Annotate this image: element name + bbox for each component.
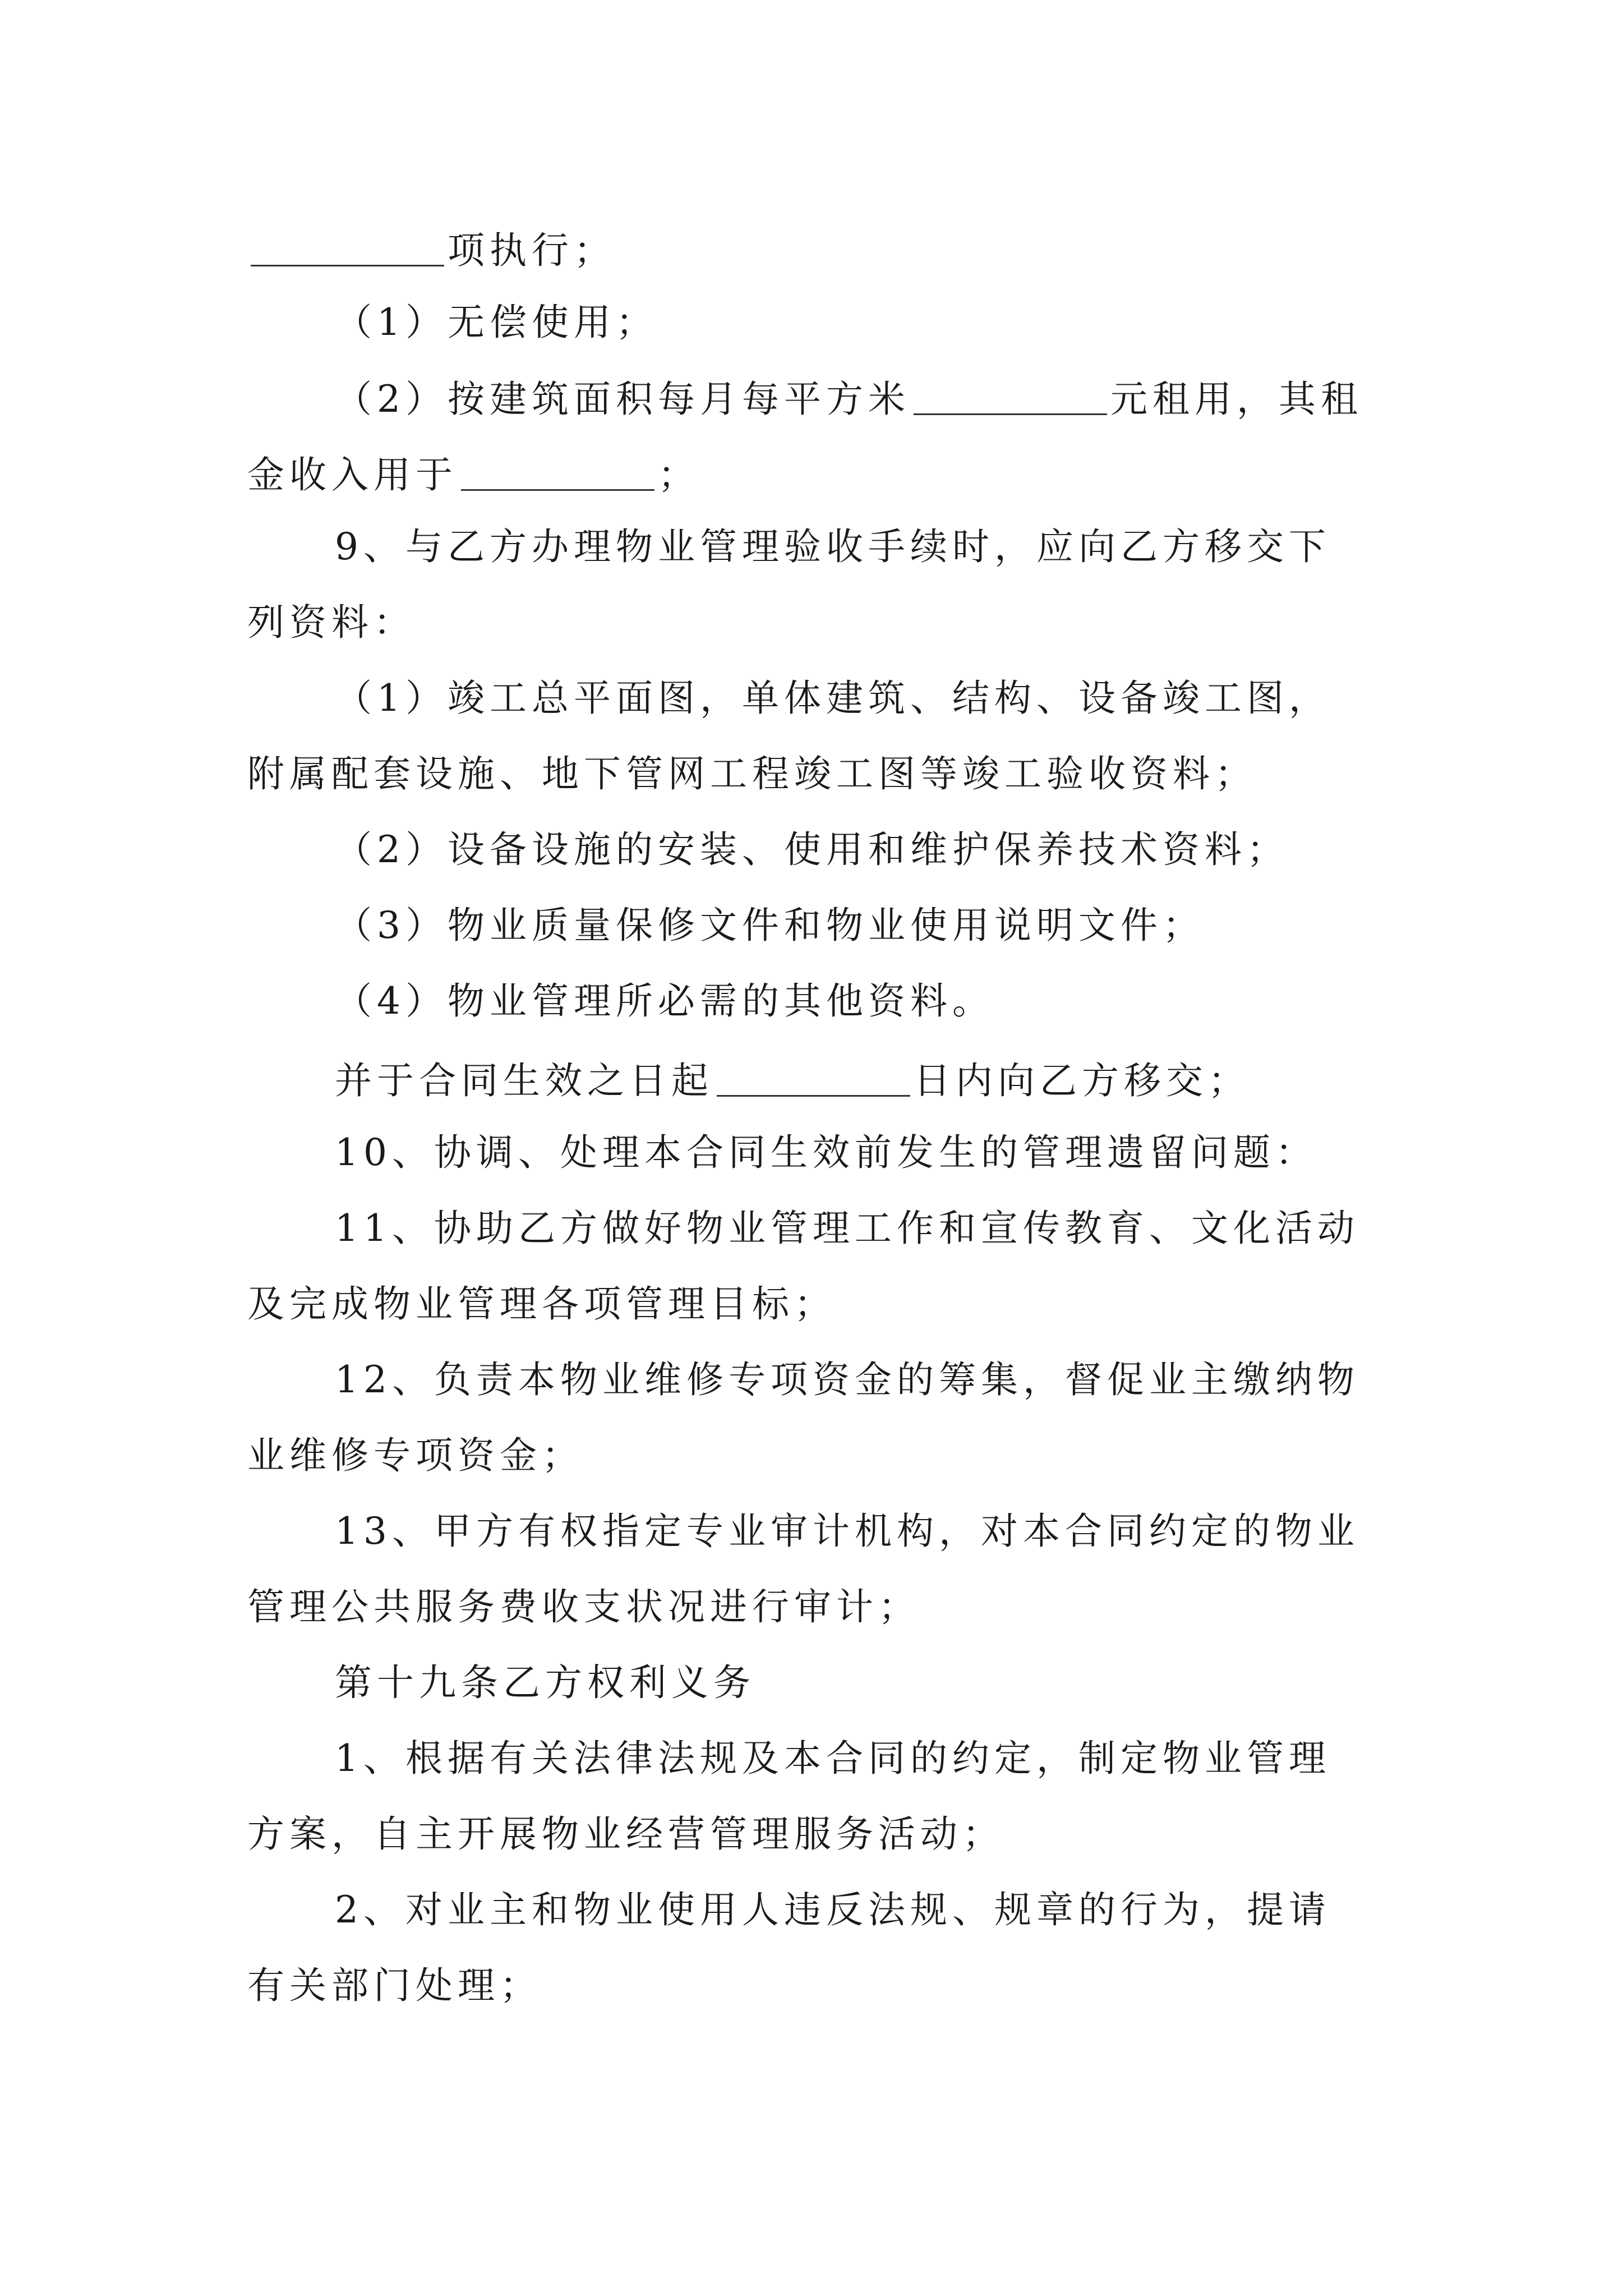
fill-in-blank [717, 1058, 910, 1097]
text-line: （1）无偿使用； [335, 301, 658, 344]
text-line: （4）物业管理所必需的其他资料。 [335, 979, 994, 1023]
text-line: 11、协助乙方做好物业管理工作和宣传教育、文化活动 [335, 1207, 1359, 1250]
fill-in-blank [461, 452, 654, 491]
text-line: 管理公共服务费收支状况进行审计； [247, 1585, 920, 1628]
text-line: 金收入用于 ； [247, 453, 700, 496]
section-heading: 第十九条乙方权利义务 [335, 1661, 755, 1704]
fill-in-blank [914, 376, 1107, 415]
text-line: 1、根据有关法律法规及本合同的约定，制定物业管理 [335, 1737, 1331, 1780]
text-line: 附属配套设施、地下管网工程竣工图等竣工验收资料； [247, 752, 1257, 795]
text-line: 列资料： [247, 601, 416, 644]
text-line: （3）物业质量保修文件和物业使用说明文件； [335, 904, 1205, 947]
text-line: 项执行； [247, 224, 616, 269]
fill-in-blank [251, 228, 444, 266]
text-line: （2）设备设施的安装、使用和维护保养技术资料； [335, 828, 1289, 871]
text-line: 12、负责本物业维修专项资金的筹集，督促业主缴纳物 [335, 1358, 1359, 1401]
text-line: 13、甲方有权指定专业审计机构，对本合同约定的物业 [335, 1510, 1359, 1553]
text-line: 9、与乙方办理物业管理验收手续时，应向乙方移交下 [335, 525, 1331, 568]
text-line: 有关部门处理； [247, 1964, 542, 2007]
text-line: 及完成物业管理各项管理目标； [247, 1282, 836, 1326]
text-line: 并于合同生效之日起 日内向乙方移交； [335, 1059, 1250, 1102]
text-line: 10、协调、处理本合同生效前发生的管理遗留问题： [335, 1131, 1317, 1174]
text-line: （1）竣工总平面图，单体建筑、结构、设备竣工图， [335, 677, 1331, 720]
text-line: 业维修专项资金； [247, 1434, 584, 1477]
text-line: （2）按建筑面积每月每平方米 元租用，其租 [335, 378, 1363, 421]
text-line: 方案，自主开展物业经营管理服务活动； [247, 1812, 1004, 1856]
text-line: 2、对业主和物业使用人违反法规、规章的行为，提请 [335, 1888, 1331, 1931]
